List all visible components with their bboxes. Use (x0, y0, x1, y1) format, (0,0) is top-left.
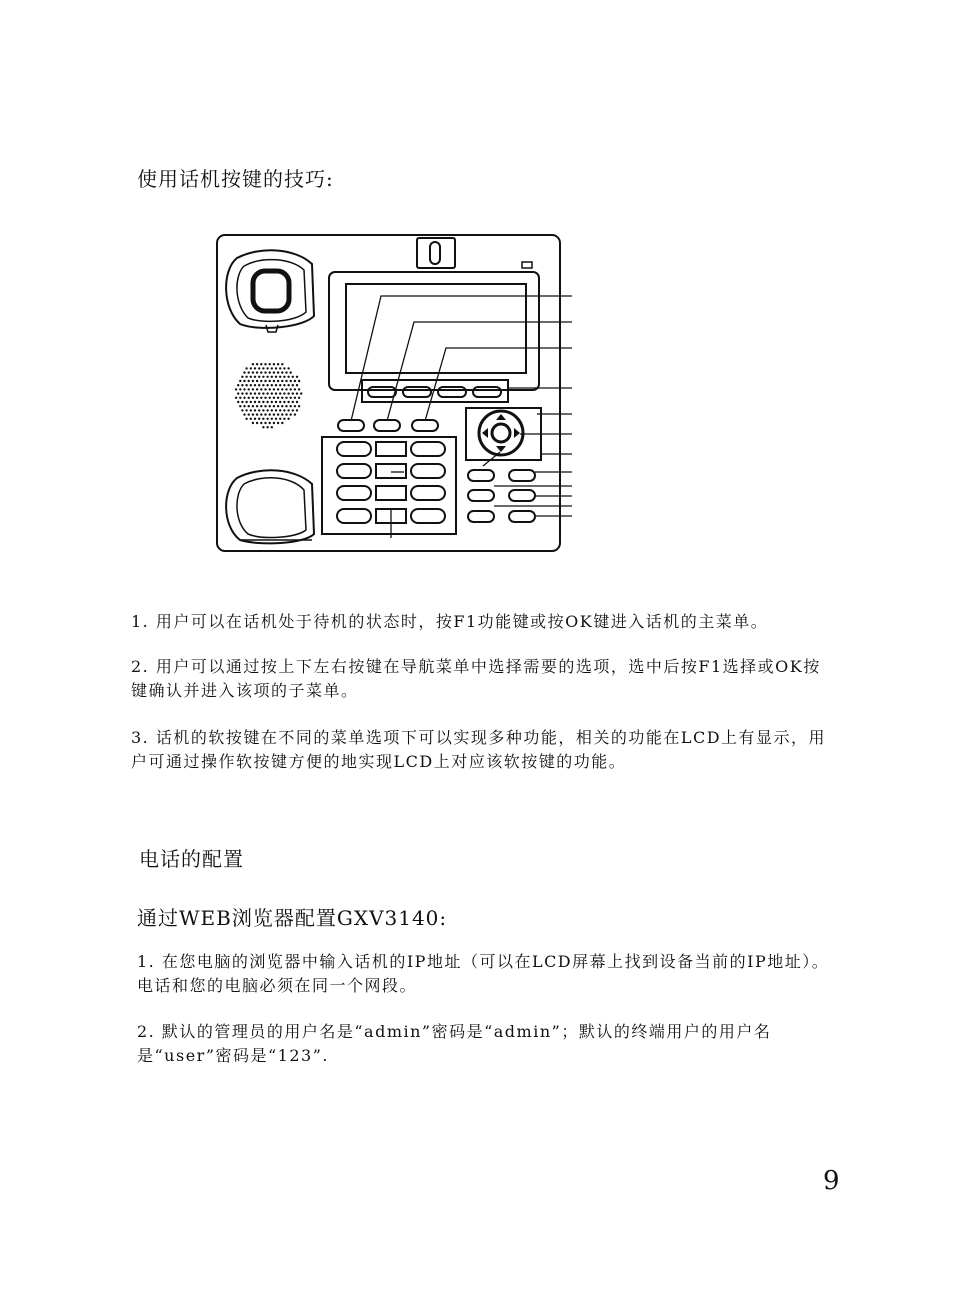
page-number: 9 (823, 1166, 840, 1196)
config-heading: 电话的配置 (139, 847, 244, 871)
phone-diagram (200, 228, 580, 558)
tip-3: 3. 话机的软按键在不同的菜单选项下可以实现多种功能，相关的功能在LCD上有显示，用户可通过操作软按键方便的地实现LCD上对应该软按键的功能。 (131, 728, 827, 771)
web-step-2: 2. 默认的管理员的用户名是“admin”密码是“admin”；默认的终端用户的用户名是“user”密码是“123”. (137, 1022, 772, 1065)
tips-heading: 使用话机按键的技巧: (137, 167, 334, 191)
tip-2: 2. 用户可以通过按上下左右按键在导航菜单中选择需要的选项，选中后按F1选择或OK按键确认并进入该项的子菜单。 (131, 657, 821, 700)
web-heading: 通过WEB浏览器配置GXV3140: (137, 906, 448, 930)
tip-1: 1. 用户可以在话机处于待机的状态时，按F1功能键或按OK键进入话机的主菜单。 (131, 612, 769, 631)
web-step-1: 1. 在您电脑的浏览器中输入话机的IP地址（可以在LCD屏幕上找到设备当前的IP地址）。电话和您的电脑必须在同一个网段。 (137, 952, 830, 995)
